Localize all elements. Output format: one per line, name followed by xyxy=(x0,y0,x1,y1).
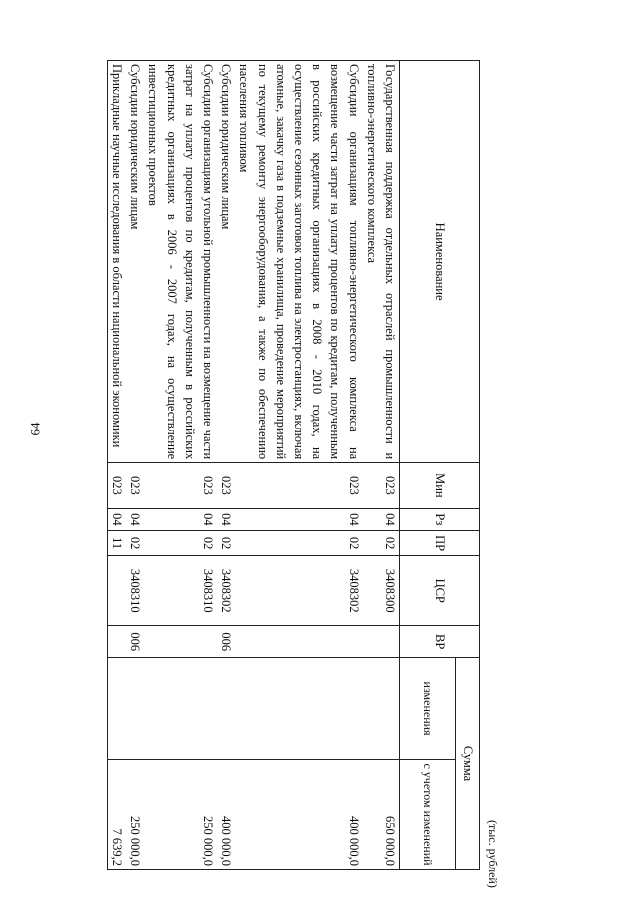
cell-changes xyxy=(235,658,362,760)
budget-table xyxy=(107,60,480,870)
cell-min: 023 xyxy=(144,463,217,508)
rotated-page xyxy=(70,60,500,888)
cell-min: 023 xyxy=(107,463,126,508)
cell-min: 023 xyxy=(235,463,362,508)
header-with-changes: с учетом изменений xyxy=(400,760,456,870)
cell-changes xyxy=(363,658,400,760)
cell-changes xyxy=(126,658,144,760)
unit-note: (тыс. рублей) xyxy=(486,820,500,888)
cell-name: Субсидии юридическим лицам xyxy=(126,61,144,463)
cell-rz: 04 xyxy=(217,508,235,531)
header-min: Мин xyxy=(400,463,480,508)
cell-min: 023 xyxy=(363,463,400,508)
header-vr: ВР xyxy=(400,626,480,658)
cell-csr: 3408310 xyxy=(144,556,217,626)
cell-vr xyxy=(107,626,126,658)
cell-changes xyxy=(217,658,235,760)
cell-name: Субсидии организациям топливно-энергетического комплекса на возмещение части затрат на уплату процентов по кредитам, полученным в российских кредитных организациях в 2008 - 2010 годах, на осуществление сезонных заготовок топлива на электростанциях, включая атомные, закачку газа в подземные хранилища, проведение мероприятий по текущему ремонту энергооборудования, а также по обеспечению населения топливом xyxy=(235,61,362,463)
cell-with-changes: 250 000,0 xyxy=(144,760,217,870)
cell-rz: 04 xyxy=(107,508,126,531)
header-rz: Рз xyxy=(400,508,480,531)
header-changes: изменения xyxy=(400,658,456,760)
cell-with-changes: 250 000,0 xyxy=(126,760,144,870)
cell-name: Прикладные научные исследования в области национальной экономики xyxy=(107,61,126,463)
cell-pr: 02 xyxy=(363,531,400,556)
header-sum: Сумма xyxy=(456,658,480,870)
cell-min: 023 xyxy=(217,463,235,508)
table-row xyxy=(144,61,217,870)
cell-vr xyxy=(363,626,400,658)
cell-pr: 02 xyxy=(126,531,144,556)
cell-name: Субсидии организациям угольной промышленности на возмещение части затрат на уплату процентов по кредитам, полученным в российских кредитных организациях в 2006 - 2007 годах, на осуществление инвестиционных проектов xyxy=(144,61,217,463)
table-row xyxy=(235,61,362,870)
cell-changes xyxy=(144,658,217,760)
header-name: Наименование xyxy=(400,61,480,463)
cell-with-changes: 7 639,2 xyxy=(107,760,126,870)
cell-rz: 04 xyxy=(144,508,217,531)
cell-vr: 006 xyxy=(217,626,235,658)
cell-pr: 11 xyxy=(107,531,126,556)
cell-with-changes: 400 000,0 xyxy=(217,760,235,870)
cell-with-changes: 650 000,0 xyxy=(363,760,400,870)
table-row xyxy=(217,61,235,870)
header-csr: ЦСР xyxy=(400,556,480,626)
table-row xyxy=(126,61,144,870)
cell-rz: 04 xyxy=(126,508,144,531)
cell-csr: 3408302 xyxy=(235,556,362,626)
cell-csr: 3408300 xyxy=(363,556,400,626)
cell-changes xyxy=(107,658,126,760)
cell-pr: 02 xyxy=(217,531,235,556)
cell-pr: 02 xyxy=(235,531,362,556)
cell-min: 023 xyxy=(126,463,144,508)
cell-vr xyxy=(144,626,217,658)
table-row xyxy=(363,61,400,870)
cell-csr xyxy=(107,556,126,626)
cell-name: Субсидии юридическим лицам xyxy=(217,61,235,463)
cell-with-changes: 400 000,0 xyxy=(235,760,362,870)
table-body xyxy=(107,61,399,870)
table-row xyxy=(107,61,126,870)
page-number: 64 xyxy=(27,422,43,436)
cell-name: Государственная поддержка отдельных отраслей промышленности и топливно-энергетического комплекса xyxy=(363,61,400,463)
cell-vr xyxy=(235,626,362,658)
cell-csr: 3408302 xyxy=(217,556,235,626)
cell-rz: 04 xyxy=(363,508,400,531)
cell-vr: 006 xyxy=(126,626,144,658)
header-pr: ПР xyxy=(400,531,480,556)
cell-pr: 02 xyxy=(144,531,217,556)
cell-rz: 04 xyxy=(235,508,362,531)
cell-csr: 3408310 xyxy=(126,556,144,626)
